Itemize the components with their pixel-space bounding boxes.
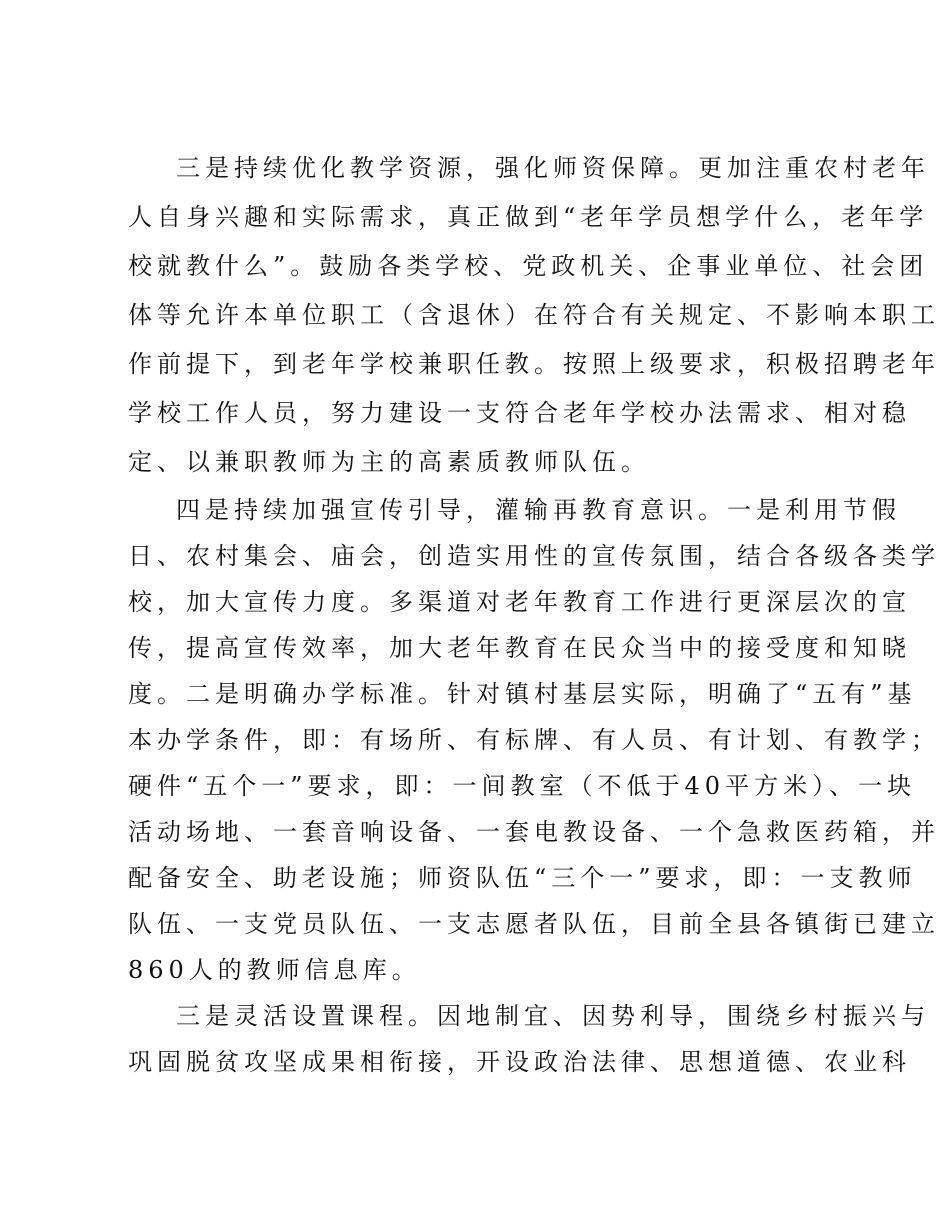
text-line: 日、农村集会、庙会，创造实用性的宣传氛围，结合各级各类学 [128,542,940,570]
text-line: 人自身兴趣和实际需求，真正做到“老年学员想学什么，老年学 [128,203,929,231]
text-line: 校就教什么”。鼓励各类学校、党政机关、企事业单位、社会团 [128,252,929,280]
text-line: 队伍、一支党员队伍、一支志愿者队伍，目前全县各镇街已建立 [128,910,940,938]
text-line: 本办学条件，即：有场所、有标牌、有人员、有计划、有教学； [128,726,940,754]
text-line: 定、以兼职教师为主的高素质教师队伍。 [128,448,650,476]
text-line: 配备安全、助老设施；师资队伍“三个一”要求，即：一支教师 [128,864,917,892]
text-line: 三是灵活设置课程。因地制宜、因势利导，围绕乡村振兴与 [176,1002,930,1030]
text-line: 巩固脱贫攻坚成果相衔接，开设政治法律、思想道德、农业科 [128,1048,911,1076]
text-line: 硬件“五个一”要求，即：一间教室（不低于40平方米）、一块 [128,772,917,800]
text-line: 度。二是明确办学标准。针对镇村基层实际，明确了“五有”基 [128,680,917,708]
text-line: 作前提下，到老年学校兼职任教。按照上级要求，积极招聘老年 [128,350,940,378]
text-line: 学校工作人员，努力建设一支符合老年学校办法需求、相对稳 [128,399,911,427]
text-line: 传，提高宣传效率，加大老年教育在民众当中的接受度和知晓 [128,634,911,662]
text-line: 活动场地、一套音响设备、一套电教设备、一个急救医药箱，并 [128,818,940,846]
text-line: 四是持续加强宣传引导，灌输再教育意识。一是利用节假 [176,496,901,524]
text-line: 体等允许本单位职工（含退休）在符合有关规定、不影响本职工 [128,301,940,329]
text-line: 860人的教师信息库。 [128,956,421,984]
text-line: 三是持续优化教学资源，强化师资保障。更加注重农村老年 [176,154,930,182]
text-line: 校，加大宣传力度。多渠道对老年教育工作进行更深层次的宣 [128,588,911,616]
